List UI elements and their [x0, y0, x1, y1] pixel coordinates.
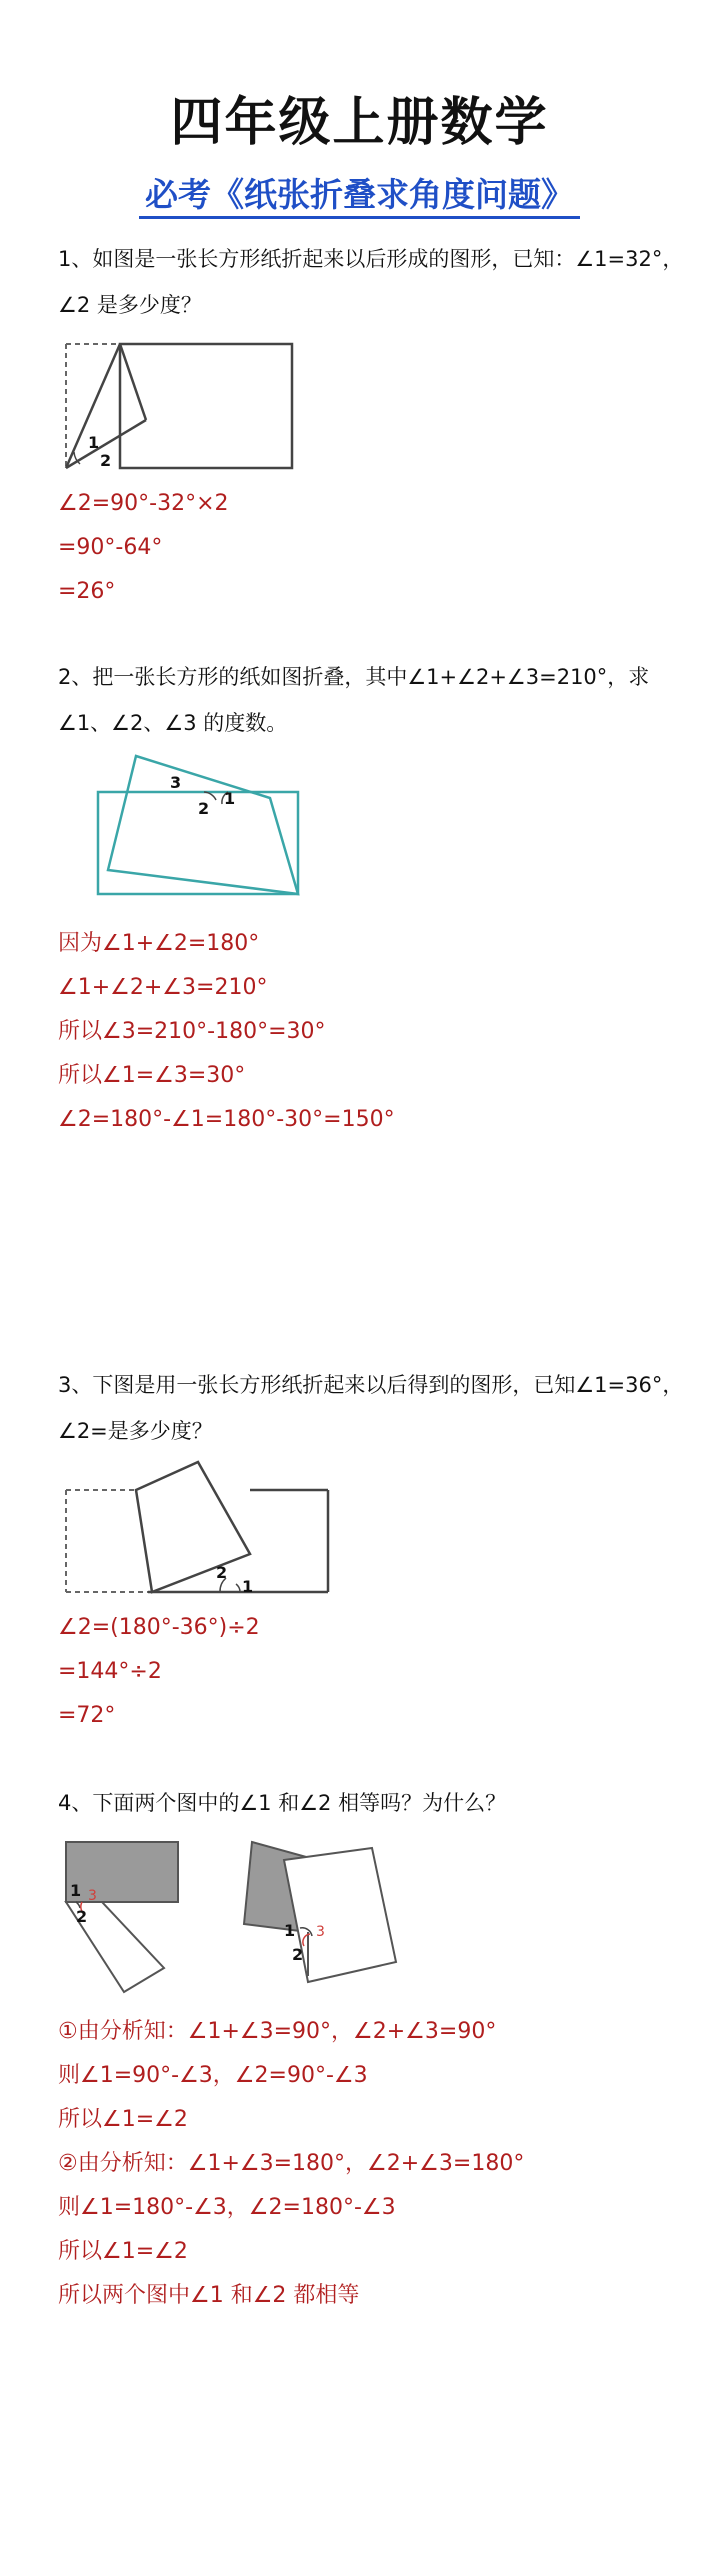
answer-3-line-2: =144°÷2 — [58, 1659, 162, 1684]
answer-3-line-3: =72° — [58, 1703, 116, 1728]
figure-4a — [62, 1836, 202, 1996]
fig4b-label-1: 1 — [284, 1921, 296, 1940]
answer-2-line-5: ∠2=180°-∠1=180°-30°=150° — [58, 1107, 395, 1132]
figure-4b — [240, 1836, 410, 1996]
answer-2-line-1: 因为∠1+∠2=180° — [58, 931, 260, 956]
answer-1-line-3: =26° — [58, 579, 116, 604]
answer-2-line-4: 所以∠1=∠3=30° — [58, 1063, 246, 1088]
fig4a-label-1: 1 — [70, 1881, 82, 1900]
answer-1-line-2: =90°-64° — [58, 535, 163, 560]
figure-1 — [60, 340, 300, 475]
answer-4-line-5: 则∠1=180°-∠3，∠2=180°-∠3 — [58, 2195, 396, 2220]
answer-4-line-2: 则∠1=90°-∠3，∠2=90°-∠3 — [58, 2063, 368, 2088]
answer-4-line-7: 所以两个图中∠1 和∠2 都相等 — [58, 2283, 360, 2308]
subtitle-text: 必考《纸张折叠求角度问题》 — [139, 175, 580, 219]
answer-1-line-1: ∠2=90°-32°×2 — [58, 491, 229, 516]
answer-2-line-2: ∠1+∠2+∠3=210° — [58, 975, 268, 1000]
answer-4-line-3: 所以∠1=∠2 — [58, 2107, 188, 2132]
question-4-text: 4、下面两个图中的∠1 和∠2 相等吗？为什么？ — [58, 1791, 507, 1815]
figure-2 — [88, 748, 310, 904]
fig2-label-3: 3 — [170, 773, 182, 792]
fig4a-label-3: 3 — [88, 1888, 97, 1904]
answer-4-line-1: ①由分析知：∠1+∠3=90°，∠2+∠3=90° — [58, 2019, 497, 2044]
answer-4-line-6: 所以∠1=∠2 — [58, 2239, 188, 2264]
figure-3 — [60, 1456, 332, 1604]
fig3-label-2: 2 — [216, 1563, 228, 1582]
answer-2-line-3: 所以∠3=210°-180°=30° — [58, 1019, 326, 1044]
fig1-label-1: 1 — [88, 433, 100, 452]
fig2-label-2: 2 — [198, 799, 210, 818]
fig3-label-1: 1 — [242, 1577, 254, 1596]
fig4b-label-3: 3 — [316, 1924, 325, 1940]
fig2-label-1: 1 — [224, 789, 236, 808]
fig4b-label-2: 2 — [292, 1945, 304, 1964]
page-title: 四年级上册数学 — [170, 93, 549, 153]
answer-4-line-4: ②由分析知：∠1+∠3=180°，∠2+∠3=180° — [58, 2151, 525, 2176]
page-subtitle — [0, 172, 719, 218]
question-3-text: 3、下图是用一张长方形纸折起来以后得到的图形，已知∠1=36°，∠2=是多少度？ — [58, 1373, 684, 1443]
question-2-text: 2、把一张长方形的纸如图折叠，其中∠1+∠2+∠3=210°，求∠1、∠2、∠3 的度数。 — [58, 665, 650, 735]
fig4a-label-2: 2 — [76, 1907, 88, 1926]
fig1-label-2: 2 — [100, 451, 112, 470]
question-1-text: 1、如图是一张长方形纸折起来以后形成的图形，已知：∠1=32°，∠2 是多少度？ — [58, 247, 684, 317]
answer-3-line-1: ∠2=(180°-36°)÷2 — [58, 1615, 260, 1640]
